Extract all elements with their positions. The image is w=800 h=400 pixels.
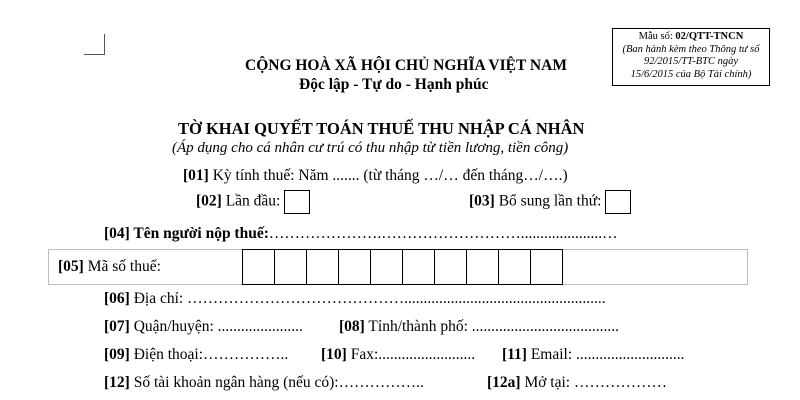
form-note-line-3: 15/6/2015 của Bộ Tài chính) (630, 68, 752, 80)
field-01-tax-period: [01] Kỳ tính thuế: Năm ....... (từ tháng …/… đến tháng…/….) (183, 167, 568, 184)
tax-code-cell[interactable] (306, 249, 339, 285)
tax-code-cell[interactable] (434, 249, 467, 285)
tax-code-cell[interactable] (498, 249, 531, 285)
field-02-first-time: [02] Lần đầu: (196, 190, 310, 214)
form-code: Mẫu số: 02/QTT-TNCN (638, 31, 744, 42)
tax-code-cell[interactable] (338, 249, 371, 285)
field-12a-opened-at: [12a] Mở tại: ……………… (487, 374, 667, 391)
taxpayer-name-input[interactable]: ………………….……………………….....................… (268, 225, 618, 242)
form-title: TỜ KHAI QUYẾT TOÁN THUẾ THU NHẬP CÁ NHÂN (178, 119, 585, 138)
field-08-province: [08] Tỉnh/thành phố: ...................................... (339, 318, 619, 335)
tax-code-cell[interactable] (242, 249, 275, 285)
field-06-address: [06] Địa chỉ: …………………………………….................................................... (104, 290, 606, 307)
tax-code-cell[interactable] (274, 249, 307, 285)
field-04-taxpayer-name: [04] Tên người nộp thuế:………………….……………………….....................… (104, 225, 618, 242)
field-05-tax-code: [05] Mã số thuế: (58, 258, 161, 275)
field-11-email: [11] Email: ............................ (502, 346, 685, 363)
field-12-bank-account: [12] Số tài khoản ngân hàng (nếu có):…………….. (104, 374, 424, 391)
tax-code-cell[interactable] (466, 249, 499, 285)
national-motto: Độc lập - Tự do - Hạnh phúc (299, 76, 489, 93)
form-note-line-1: (Ban hành kèm theo Thông tư số (622, 43, 760, 55)
field-07-district: [07] Quận/huyện: ...................... (104, 318, 303, 335)
form-note-line-2: 92/2015/TT-BTC ngày (643, 56, 739, 67)
form-subtitle: (Áp dụng cho cá nhân cư trú có thu nhập từ tiền lương, tiền công) (172, 140, 569, 156)
first-time-checkbox[interactable] (284, 190, 310, 214)
country-name: CỘNG HOÀ XÃ HỘI CHỦ NGHĨA VIỆT NAM (245, 57, 567, 74)
field-03-supplement: [03] Bổ sung lần thứ: (469, 190, 631, 214)
tax-code-cell[interactable] (402, 249, 435, 285)
field-09-phone: [09] Điện thoại:…………….. (104, 346, 289, 363)
supplement-number-box[interactable] (605, 190, 631, 214)
tax-code-cells (242, 249, 563, 285)
form-code-box (612, 28, 770, 86)
field-10-fax: [10] Fax:......................... (321, 346, 476, 363)
page-corner-mark (84, 34, 105, 55)
tax-code-cell[interactable] (370, 249, 403, 285)
tax-code-cell[interactable] (530, 249, 563, 285)
